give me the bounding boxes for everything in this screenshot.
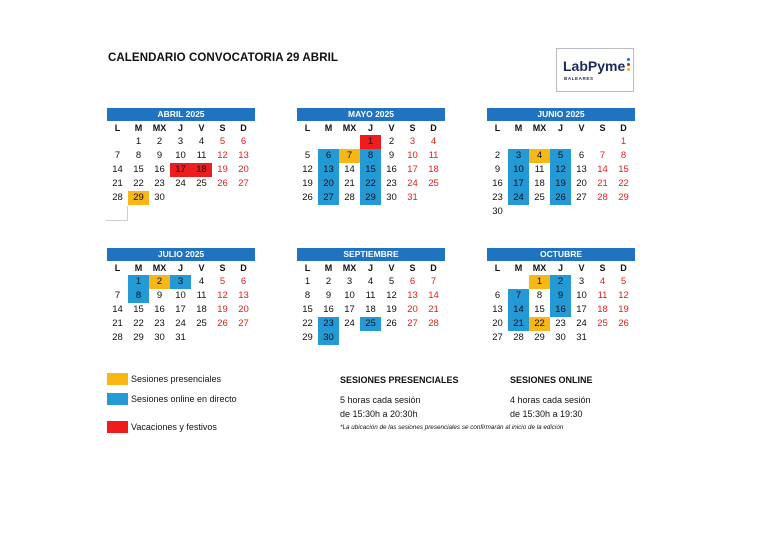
weekday-header: MX [532, 123, 547, 133]
day-cell: 16 [492, 178, 503, 189]
day-cell: 8 [360, 149, 381, 163]
day-cell: 4 [198, 276, 205, 287]
day-cell: 17 [170, 163, 191, 177]
day-cell: 16 [154, 164, 165, 175]
day-cell: 31 [407, 192, 418, 203]
day-cell: 4 [367, 276, 374, 287]
empty-cell [571, 135, 592, 149]
day-cell: 9 [325, 290, 332, 301]
day-cell: 20 [492, 318, 503, 329]
empty-cell [529, 135, 550, 149]
day-cell: 12 [386, 290, 397, 301]
day-cell: 22 [302, 318, 313, 329]
empty-cell [550, 135, 571, 149]
day-cell: 15 [618, 164, 629, 175]
day-cell: 5 [388, 276, 395, 287]
day-cell: 6 [318, 149, 339, 163]
day-cell: 9 [550, 289, 571, 303]
presencial-hours: 5 horas cada sesión [340, 395, 421, 405]
day-cell: 6 [409, 276, 416, 287]
day-cell: 27 [492, 332, 503, 343]
day-cell: 28 [112, 332, 123, 343]
weekday-header: S [599, 263, 606, 273]
day-cell: 10 [576, 290, 587, 301]
day-cell: 31 [576, 332, 587, 343]
month-header: SEPTIEMBRE [297, 248, 445, 261]
day-cell: 3 [409, 136, 416, 147]
day-cell: 25 [597, 318, 608, 329]
presencial-title: SESIONES PRESENCIALES [340, 375, 459, 385]
day-cell: 23 [492, 192, 503, 203]
weekday-header: L [494, 263, 501, 273]
day-cell: 6 [240, 136, 247, 147]
day-cell: 30 [154, 332, 165, 343]
day-cell: 30 [492, 206, 503, 217]
day-cell: 10 [508, 163, 529, 177]
legend-label: Sesiones online en directo [131, 394, 237, 404]
month-grid [487, 121, 634, 219]
day-cell: 21 [508, 317, 529, 331]
day-cell: 21 [112, 178, 123, 189]
day-cell: 5 [620, 276, 627, 287]
day-cell: 2 [550, 275, 571, 289]
day-cell: 1 [360, 135, 381, 149]
page-title: CALENDARIO CONVOCATORIA 29 ABRIL [108, 52, 339, 64]
weekday-header: J [557, 263, 563, 273]
month-june [487, 108, 635, 219]
weekday-header: D [240, 263, 247, 273]
weekday-header: S [409, 263, 416, 273]
online-time: de 15:30h a 19:30 [510, 409, 583, 419]
weekday-header: L [494, 123, 501, 133]
day-cell: 13 [407, 290, 418, 301]
empty-cell [487, 135, 508, 149]
day-cell: 9 [156, 150, 163, 161]
logo-dots-icon [627, 58, 631, 73]
weekday-header: V [578, 123, 585, 133]
day-cell: 27 [318, 191, 339, 205]
day-cell: 6 [494, 290, 501, 301]
day-cell: 29 [128, 191, 149, 205]
day-cell: 26 [302, 192, 313, 203]
day-cell: 1 [304, 276, 311, 287]
weekday-header: S [599, 123, 606, 133]
day-cell: 5 [304, 150, 311, 161]
weekday-header: MX [342, 123, 357, 133]
weekday-header: D [430, 263, 437, 273]
day-cell: 26 [217, 318, 228, 329]
day-cell: 20 [238, 164, 249, 175]
day-cell: 10 [407, 150, 418, 161]
day-cell: 14 [597, 164, 608, 175]
day-cell: 13 [238, 150, 249, 161]
day-cell: 29 [360, 191, 381, 205]
day-cell: 28 [428, 318, 439, 329]
weekday-header: J [367, 123, 373, 133]
day-cell: 20 [576, 178, 587, 189]
day-cell: 24 [576, 318, 587, 329]
day-cell: 1 [128, 275, 149, 289]
day-cell: 27 [238, 318, 249, 329]
day-cell: 7 [114, 290, 121, 301]
day-cell: 3 [508, 149, 529, 163]
day-cell: 28 [513, 332, 524, 343]
day-cell: 11 [597, 290, 608, 301]
weekday-header: S [219, 263, 226, 273]
labpyme-logo [556, 48, 634, 92]
online-title: SESIONES ONLINE [510, 375, 593, 385]
weekday-header: J [177, 263, 183, 273]
day-cell: 23 [386, 178, 397, 189]
day-cell: 13 [576, 164, 587, 175]
month-october [487, 248, 635, 345]
day-cell: 12 [550, 163, 571, 177]
online-hours: 4 horas cada sesión [510, 395, 591, 405]
day-cell: 22 [133, 178, 144, 189]
day-cell: 9 [388, 150, 395, 161]
day-cell: 21 [112, 318, 123, 329]
month-april [107, 108, 255, 205]
day-cell: 28 [344, 192, 355, 203]
day-cell: 22 [360, 177, 381, 191]
weekday-header: S [219, 123, 226, 133]
day-cell: 8 [135, 150, 142, 161]
day-cell: 8 [128, 289, 149, 303]
empty-cell [487, 275, 508, 289]
day-cell: 1 [620, 136, 627, 147]
weekday-header: MX [342, 263, 357, 273]
day-cell: 26 [217, 178, 228, 189]
month-grid [297, 261, 444, 345]
weekday-header: D [620, 263, 627, 273]
day-cell: 3 [177, 136, 184, 147]
month-header: MAYO 2025 [297, 108, 445, 121]
day-cell: 20 [407, 304, 418, 315]
weekday-header: D [620, 123, 627, 133]
weekday-header: M [324, 123, 333, 133]
day-cell: 23 [154, 318, 165, 329]
day-cell: 25 [196, 178, 207, 189]
day-cell: 20 [318, 177, 339, 191]
day-cell: 8 [304, 290, 311, 301]
day-cell: 14 [112, 304, 123, 315]
day-cell: 8 [620, 150, 627, 161]
legend-swatch-red [107, 421, 128, 433]
day-cell: 18 [428, 164, 439, 175]
empty-cell [107, 135, 128, 149]
day-cell: 15 [534, 304, 545, 315]
day-cell: 3 [578, 276, 585, 287]
weekday-header: V [198, 263, 205, 273]
day-cell: 7 [508, 289, 529, 303]
day-cell: 24 [508, 191, 529, 205]
weekday-header: J [367, 263, 373, 273]
month-may [297, 108, 445, 205]
day-cell: 29 [133, 332, 144, 343]
day-cell: 13 [318, 163, 339, 177]
day-cell: 17 [576, 304, 587, 315]
weekday-header: M [324, 263, 333, 273]
day-cell: 13 [492, 304, 503, 315]
day-cell: 27 [576, 192, 587, 203]
day-cell: 13 [238, 290, 249, 301]
weekday-header: J [177, 123, 183, 133]
day-cell: 15 [302, 304, 313, 315]
day-cell: 4 [198, 136, 205, 147]
day-cell: 22 [618, 178, 629, 189]
day-cell: 4 [599, 276, 606, 287]
day-cell: 19 [217, 164, 228, 175]
day-cell: 17 [344, 304, 355, 315]
day-cell: 15 [133, 304, 144, 315]
month-header: ABRIL 2025 [107, 108, 255, 121]
month-grid [107, 121, 254, 205]
month-header: JUNIO 2025 [487, 108, 635, 121]
day-cell: 24 [175, 178, 186, 189]
day-cell: 18 [534, 178, 545, 189]
day-cell: 15 [133, 164, 144, 175]
day-cell: 22 [529, 317, 550, 331]
day-cell: 16 [386, 164, 397, 175]
day-cell: 31 [175, 332, 186, 343]
day-cell: 29 [534, 332, 545, 343]
day-cell: 30 [154, 192, 165, 203]
day-cell: 1 [135, 136, 142, 147]
day-cell: 7 [430, 276, 437, 287]
day-cell: 23 [555, 318, 566, 329]
day-cell: 10 [344, 290, 355, 301]
day-cell: 17 [175, 304, 186, 315]
month-grid [107, 261, 254, 345]
day-cell: 30 [386, 192, 397, 203]
day-cell: 30 [318, 331, 339, 345]
day-cell: 28 [597, 192, 608, 203]
month-grid [297, 121, 444, 205]
weekday-header: M [134, 123, 143, 133]
day-cell: 11 [196, 290, 207, 301]
day-cell: 12 [217, 150, 228, 161]
logo-subtitle: BALEARES [564, 76, 594, 81]
day-cell: 26 [618, 318, 629, 329]
day-cell: 18 [191, 163, 212, 177]
day-cell: 26 [386, 318, 397, 329]
day-cell: 27 [407, 318, 418, 329]
day-cell: 6 [578, 150, 585, 161]
legend-swatch-yellow [107, 373, 128, 385]
day-cell: 16 [323, 304, 334, 315]
day-cell: 12 [217, 290, 228, 301]
day-cell: 3 [346, 276, 353, 287]
empty-cell [508, 275, 529, 289]
weekday-header: V [578, 263, 585, 273]
day-cell: 16 [154, 304, 165, 315]
weekday-header: J [557, 123, 563, 133]
presencial-time: de 15:30h a 20:30h [340, 409, 418, 419]
day-cell: 18 [597, 304, 608, 315]
month-header: JULIO 2025 [107, 248, 255, 261]
day-cell: 5 [550, 149, 571, 163]
day-cell: 25 [428, 178, 439, 189]
day-cell: 16 [550, 303, 571, 317]
day-cell: 9 [156, 290, 163, 301]
day-cell: 18 [196, 304, 207, 315]
day-cell: 20 [238, 304, 249, 315]
weekday-header: M [514, 263, 523, 273]
day-cell: 2 [494, 150, 501, 161]
footnote: *La ubicación de las sesiones presenciales se confirmarán al inicio de la edición [340, 424, 564, 431]
weekday-header: L [304, 263, 311, 273]
day-cell: 1 [529, 275, 550, 289]
day-cell: 2 [156, 136, 163, 147]
weekday-header: MX [152, 123, 167, 133]
day-cell: 14 [428, 290, 439, 301]
day-cell: 30 [555, 332, 566, 343]
weekday-header: S [409, 123, 416, 133]
day-cell: 11 [534, 164, 545, 175]
day-cell: 7 [339, 149, 360, 163]
month-grid [487, 261, 634, 345]
day-cell: 17 [508, 177, 529, 191]
day-cell: 5 [219, 276, 226, 287]
day-cell: 25 [196, 318, 207, 329]
month-july [107, 248, 255, 345]
day-cell: 4 [430, 136, 437, 147]
day-cell: 25 [360, 317, 381, 331]
day-cell: 24 [407, 178, 418, 189]
legend-swatch-blue [107, 393, 128, 405]
day-cell: 19 [302, 178, 313, 189]
day-cell: 7 [114, 150, 121, 161]
day-cell: 25 [534, 192, 545, 203]
day-cell: 14 [344, 164, 355, 175]
day-cell: 23 [154, 178, 165, 189]
day-cell: 22 [133, 318, 144, 329]
day-cell: 24 [344, 318, 355, 329]
day-cell: 18 [365, 304, 376, 315]
day-cell: 14 [508, 303, 529, 317]
weekday-header: MX [532, 263, 547, 273]
day-cell: 29 [618, 192, 629, 203]
day-cell: 2 [325, 276, 332, 287]
day-cell: 4 [529, 149, 550, 163]
weekday-header: D [240, 123, 247, 133]
legend-label: Sesiones presenciales [131, 374, 222, 384]
day-cell: 27 [238, 178, 249, 189]
empty-cell [297, 135, 318, 149]
day-cell: 21 [597, 178, 608, 189]
month-september [297, 248, 445, 345]
day-cell: 14 [112, 164, 123, 175]
day-cell: 11 [428, 150, 439, 161]
day-cell: 17 [407, 164, 418, 175]
day-cell: 5 [219, 136, 226, 147]
day-cell: 19 [550, 177, 571, 191]
weekday-header: L [304, 123, 311, 133]
weekday-header: V [198, 123, 205, 133]
day-cell: 9 [494, 164, 501, 175]
day-cell: 2 [149, 275, 170, 289]
day-cell: 12 [618, 290, 629, 301]
day-cell: 6 [240, 276, 247, 287]
day-cell: 19 [217, 304, 228, 315]
empty-cell [508, 135, 529, 149]
day-cell: 2 [388, 136, 395, 147]
cell-border-stub [106, 206, 128, 221]
day-cell: 19 [618, 304, 629, 315]
day-cell: 3 [170, 275, 191, 289]
day-cell: 21 [344, 178, 355, 189]
day-cell: 8 [536, 290, 543, 301]
day-cell: 10 [175, 290, 186, 301]
day-cell: 28 [112, 192, 123, 203]
day-cell: 11 [196, 150, 207, 161]
legend-label: Vacaciones y festivos [131, 422, 217, 432]
empty-cell [107, 275, 128, 289]
day-cell: 11 [365, 290, 376, 301]
weekday-header: D [430, 123, 437, 133]
day-cell: 7 [599, 150, 606, 161]
day-cell: 23 [318, 317, 339, 331]
day-cell: 19 [386, 304, 397, 315]
weekday-header: L [114, 123, 121, 133]
empty-cell [318, 135, 339, 149]
weekday-header: V [388, 263, 395, 273]
logo-wordmark: LabPyme [563, 58, 626, 74]
weekday-header: M [134, 263, 143, 273]
weekday-header: MX [152, 263, 167, 273]
weekday-header: L [114, 263, 121, 273]
day-cell: 15 [360, 163, 381, 177]
day-cell: 29 [302, 332, 313, 343]
day-cell: 26 [550, 191, 571, 205]
weekday-header: M [514, 123, 523, 133]
weekday-header: V [388, 123, 395, 133]
month-header: OCTUBRE [487, 248, 635, 261]
day-cell: 12 [302, 164, 313, 175]
empty-cell [592, 135, 613, 149]
empty-cell [339, 135, 360, 149]
day-cell: 24 [175, 318, 186, 329]
day-cell: 21 [428, 304, 439, 315]
day-cell: 10 [175, 150, 186, 161]
